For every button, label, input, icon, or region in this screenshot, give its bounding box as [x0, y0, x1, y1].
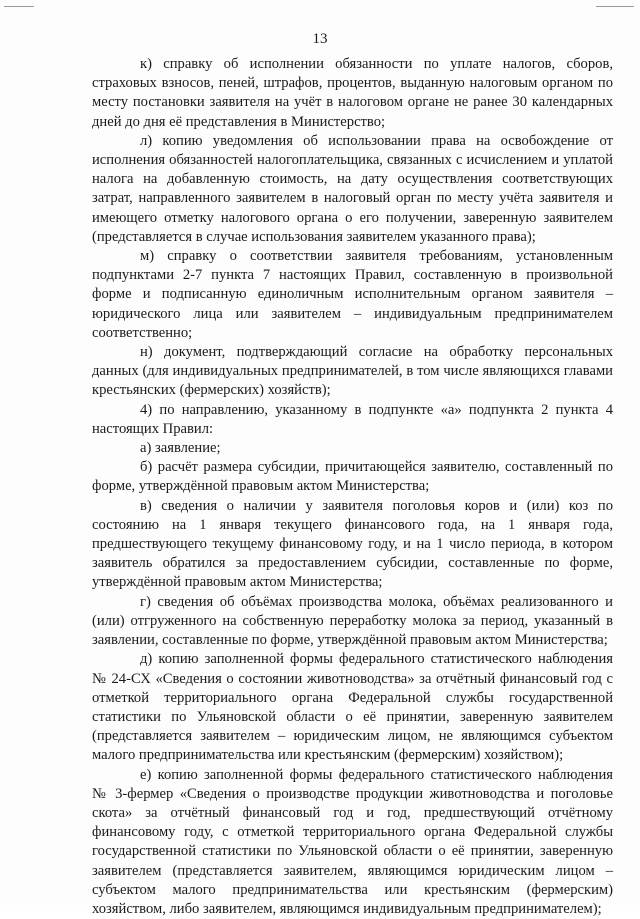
- paragraph-n: н) документ, подтверждающий согласие на обработку персональных данных (для индивидуальных предпринимателей, в том числе являющихся главами крестьянских (фермерских) хозяйств);: [92, 344, 613, 399]
- paragraph-item-4: 4) по направлению, указанному в подпункте «а» подпункта 2 пункта 4 настоящих Правил:: [92, 401, 613, 437]
- scan-artifact-line: [4, 6, 34, 7]
- paragraph-m: м) справку о соответствии заявителя требованиям, установленным подпунктами 2-7 пункта 7 настоящих Правил, составленную в произвольной форме и подписанную единоличным исполнительным органом заявителя – юридического лица или заявителем – индивидуальным предпринимателем соответственно;: [92, 248, 613, 341]
- page-number: 13: [312, 31, 328, 47]
- paragraph-v: в) сведения о наличии у заявителя поголовья коров и (или) коз по состоянию на 1 января текущего финансового года, на 1 января года, предшествующего текущему финансовому году, и на 1 число периода, в котором заявитель обратился за предоставлением субсидии, составленные по форме, утверждённой правовым актом Министерства;: [92, 497, 613, 591]
- paragraph-b: б) расчёт размера субсидии, причитающейся заявителю, составленный по форме, утверждённой правовым актом Министерства;: [92, 459, 613, 495]
- paragraph-k: к) справку об исполнении обязанности по уплате налогов, сборов, страховых взносов, пеней, штрафов, процентов, выданную налоговым органом по месту постановки заявителя на учёт в налоговом органе не ранее 30 календарных дней до дня её представления в Министерство;: [92, 56, 613, 130]
- scan-artifact-line: [596, 6, 634, 7]
- paragraph-l: л) копию уведомления об использовании права на освобождение от исполнения обязанностей налогоплательщика, связанных с исчислением и уплатой налога на добавленную стоимость, на дату осуществления соответствующих затрат, направленного заявителем в налоговый орган по месту учёта заявителя и имеющего отметку налогового органа о его получении, заверенную заявителем (представляется в случае использования заявителем указанного права);: [92, 132, 613, 245]
- paragraph-d: д) копию заполненной формы федерального статистического наблюдения № 24-СХ «Сведения о состоянии животноводства» за отчётный финансовый год с отметкой территориального органа Федеральной службы государственной статистики по Ульяновской области о её принятии, заверенную заявителем (представляется заявителем – юридическим лицом, не являющимся субъектом малого предпринимательства или крестьянским (фермерским) хозяйством);: [92, 651, 613, 764]
- document-body: [92, 55, 613, 919]
- paragraph-g: г) сведения об объёмах производства молока, объёмах реализованного и (или) отгруженного на собственную переработку молока за период, указанный в заявлении, составленные по форме, утверждённой правовым актом Министерства;: [92, 593, 613, 649]
- paragraph-a: а) заявление;: [140, 440, 221, 457]
- paragraph-e: е) копию заполненной формы федерального статистического наблюдения № 3-фермер «Сведения о производстве продукции животноводства и поголовье скота» за отчётный финансовый год и год, предшествующий отчётному финансовому году, с отметкой территориального органа Федеральной службы государственной статистики по Ульяновской области о её принятии, заверенную заявителем (представляется заявителем, являющимся юридическим лицом – субъектом малого предпринимательства или крестьянским (фермерским) хозяйством, либо заявителем, являющимся индивидуальным предпринимателем);: [92, 766, 613, 917]
